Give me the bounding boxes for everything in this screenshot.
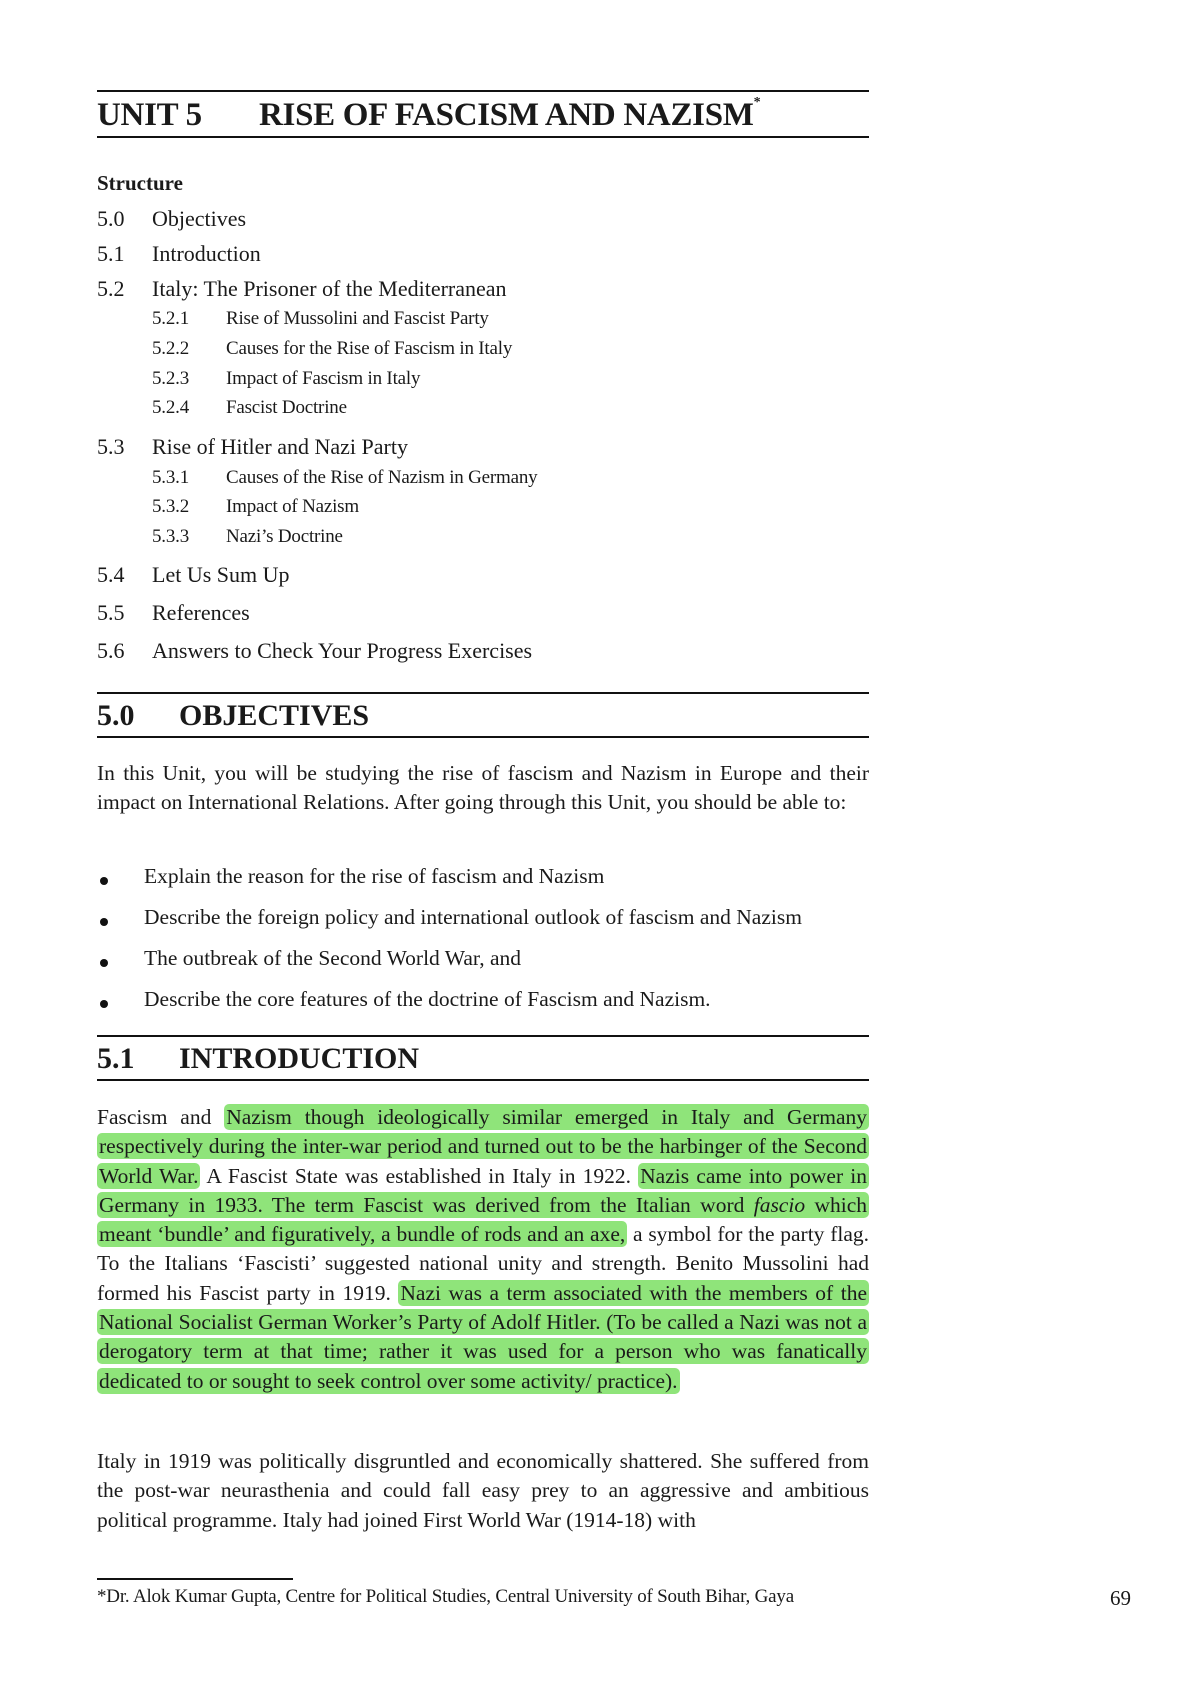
toc-item: 5.1 Introduction <box>97 241 261 266</box>
toc-subitem: 5.2.4 Fascist Doctrine <box>152 397 347 418</box>
bullet-icon <box>100 877 108 885</box>
toc-subitem: 5.2.2 Causes for the Rise of Fascism in Italy <box>152 338 513 359</box>
toc-item: 5.0 Objectives <box>97 206 247 231</box>
toc-item: 5.4 Let Us Sum Up <box>97 562 290 587</box>
unit-footnote-mark: * <box>753 95 761 110</box>
bullet-icon <box>100 1000 108 1008</box>
page-number: 69 <box>1110 1586 1131 1610</box>
unit-title: RISE OF FASCISM AND NAZISM <box>259 97 754 133</box>
toc-subitem: 5.3.3 Nazi’s Doctrine <box>152 526 343 547</box>
bullet-icon <box>100 959 108 967</box>
bullet-icon <box>100 918 108 926</box>
toc-subitem: 5.2.3 Impact of Fascism in Italy <box>152 368 421 389</box>
objectives-heading: 5.0 OBJECTIVES <box>97 692 869 738</box>
unit-heading <box>97 90 869 138</box>
introduction-heading: 5.1 INTRODUCTION <box>97 1035 869 1081</box>
structure-label: Structure <box>97 171 183 195</box>
footnote-divider <box>97 1578 293 1580</box>
unit-number: UNIT 5 <box>97 97 202 133</box>
highlighted-text: Nazis came into power in Germany in 1933. The term Fascist was derived from the Italian word fascio which meant ‘bundle’ and figuratively, a bundle of rods and an axe, <box>99 1163 868 1247</box>
toc-subitem: 5.2.1 Rise of Mussolini and Fascist Party <box>152 308 489 329</box>
toc-item: 5.5 References <box>97 600 250 625</box>
introduction-paragraph-2: Italy in 1919 was politically disgruntled and economically shattered. She suffered from the post-war neurasthenia and could fall easy prey to an aggressive and ambitious political programme. Italy had joined First World War (1914-18) with <box>97 1449 869 1532</box>
footnote: *Dr. Alok Kumar Gupta, Centre for Political Studies, Central University of South Bihar, Gaya <box>97 1586 794 1607</box>
objectives-intro: In this Unit, you will be studying the rise of fascism and Nazism in Europe and their impact on International Relations. After going through this Unit, you should be able to: <box>97 761 869 815</box>
highlighted-text: Nazism though ideologically similar emerged in Italy and Germany respectively during the inter-war period and turned out to be the harbinger of the Second World War. <box>99 1105 867 1188</box>
toc-subitem: 5.3.1 Causes of the Rise of Nazism in Germany <box>152 467 538 488</box>
toc-item: 5.6 Answers to Check Your Progress Exercises <box>97 638 533 663</box>
highlighted-text: Nazi was a term associated with the members of the National Socialist German Worker’s Party of Adolf Hitler. (To be called a Nazi was not a derogatory term at that time; rather it was used for a person who was fanatically dedicated to or sought to seek control over some activity/ practice). <box>99 1280 867 1393</box>
toc-item: 5.2 Italy: The Prisoner of the Mediterranean <box>97 276 507 301</box>
toc-item: 5.3 Rise of Hitler and Nazi Party <box>97 434 408 459</box>
introduction-paragraph: Fascism and Nazism though ideologically similar emerged in Italy and Germany respectively during the inter-war period and turned out to be the harbinger of the Second World War. A Fascist State was established in Italy in 1922. Nazis came into power in Germany in 1933. The term Fascist was derived from the Italian word fascio which meant ‘bundle’ and figuratively, a bundle of rods and an axe, a symbol for the party flag. To the Italians ‘Fascisti’ suggested national unity and strength. Benito Mussolini had formed his Fascist party in 1919. Nazi was a term associated with the members of the National Socialist German Worker’s Party of Adolf Hitler. (To be called a Nazi was not a derogatory term at that time; rather it was used for a person who was fanatically dedicated to or sought to seek control over some activity/ practice). <box>97 1105 869 1393</box>
toc-subitem: 5.3.2 Impact of Nazism <box>152 496 359 517</box>
